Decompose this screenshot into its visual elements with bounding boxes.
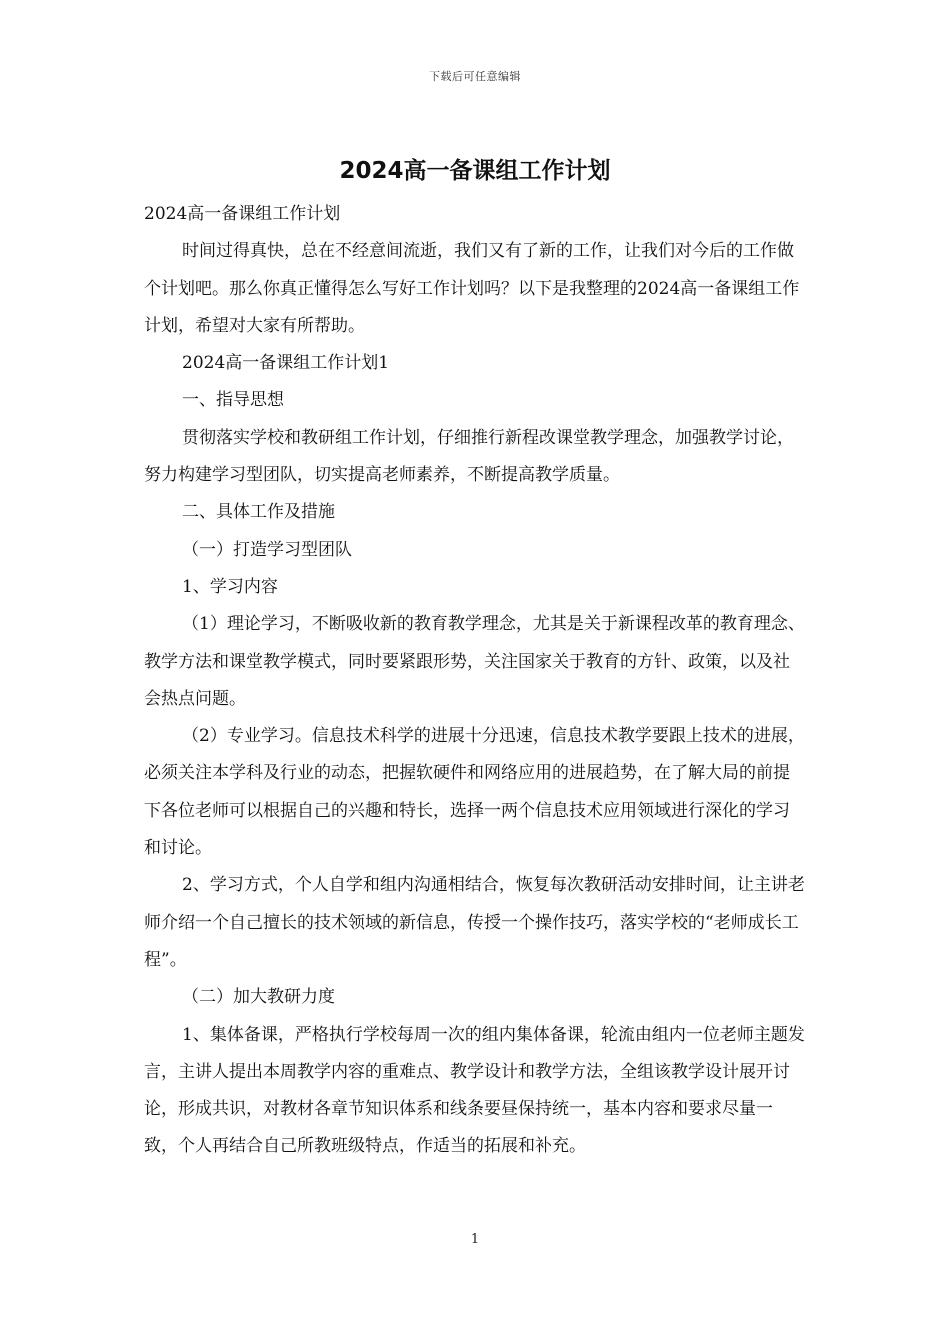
paragraph: 1、学习内容: [182, 576, 278, 597]
paragraph: 2、学习方式，个人自学和组内沟通相结合，恢复每次教研活动安排时间，让主讲老师介绍一个自己擅长的技术领域的新信息，传授一个操作技巧，落实学校的“老师成长工程”。: [144, 875, 805, 970]
paragraph: 2024高一备课组工作计划1: [182, 353, 390, 374]
paragraph: 贯彻落实学校和教研组工作计划，仔细推行新程改课堂教学理念，加强教学讨论，努力构建学习型团队，切实提高老师素养，不断提高教学质量。: [144, 427, 794, 486]
header-note: 下载后可任意编辑: [429, 70, 521, 83]
page-number: 1: [470, 1232, 480, 1247]
paragraph: （1）理论学习，不断吸收新的教育教学理念，尤其是关于新课程改革的教育理念、教学方法和课堂教学模式，同时要紧跟形势，关注国家关于教育的方针、政策，以及社会热点问题。: [144, 614, 805, 709]
paragraph: （2）专业学习。信息技术科学的进展十分迅速，信息技术教学要跟上技术的进展，必须关注本学科及行业的动态，把握软硬件和网络应用的进展趋势，在了解大局的前提下各位老师可以根据自己的兴趣和特长，选择一两个信息技术应用领域进行深化的学习和讨论。: [144, 726, 805, 859]
paragraph: 2024高一备课组工作计划: [144, 204, 341, 224]
paragraph: （二）加大教研力度: [182, 987, 335, 1008]
document-title: 2024高一备课组工作计划: [339, 158, 611, 184]
paragraph: 1、集体备课，严格执行学校每周一次的组内集体备课，轮流由组内一位老师主题发言，主讲人提出本周教学内容的重难点、教学设计和教学方法，全组该教学设计展开讨论，形成共识，对教材各章节知识体系和线条要昼保持统一，基本内容和要求尽量一致，个人再结合自己所教班级特点，作适当的拓展和补充。: [144, 1024, 805, 1157]
paragraph: （一）打造学习型团队: [182, 539, 352, 560]
document-body: [144, 196, 806, 1166]
paragraph: 二、具体工作及措施: [182, 502, 335, 523]
paragraph: 时间过得真快，总在不经意间流逝，我们又有了新的工作，让我们对今后的工作做个计划吧。那么你真正懂得怎么写好工作计划吗？以下是我整理的2024高一备课组工作计划，希望对大家有所帮助。: [144, 241, 800, 336]
paragraph: 一、指导思想: [182, 390, 284, 411]
